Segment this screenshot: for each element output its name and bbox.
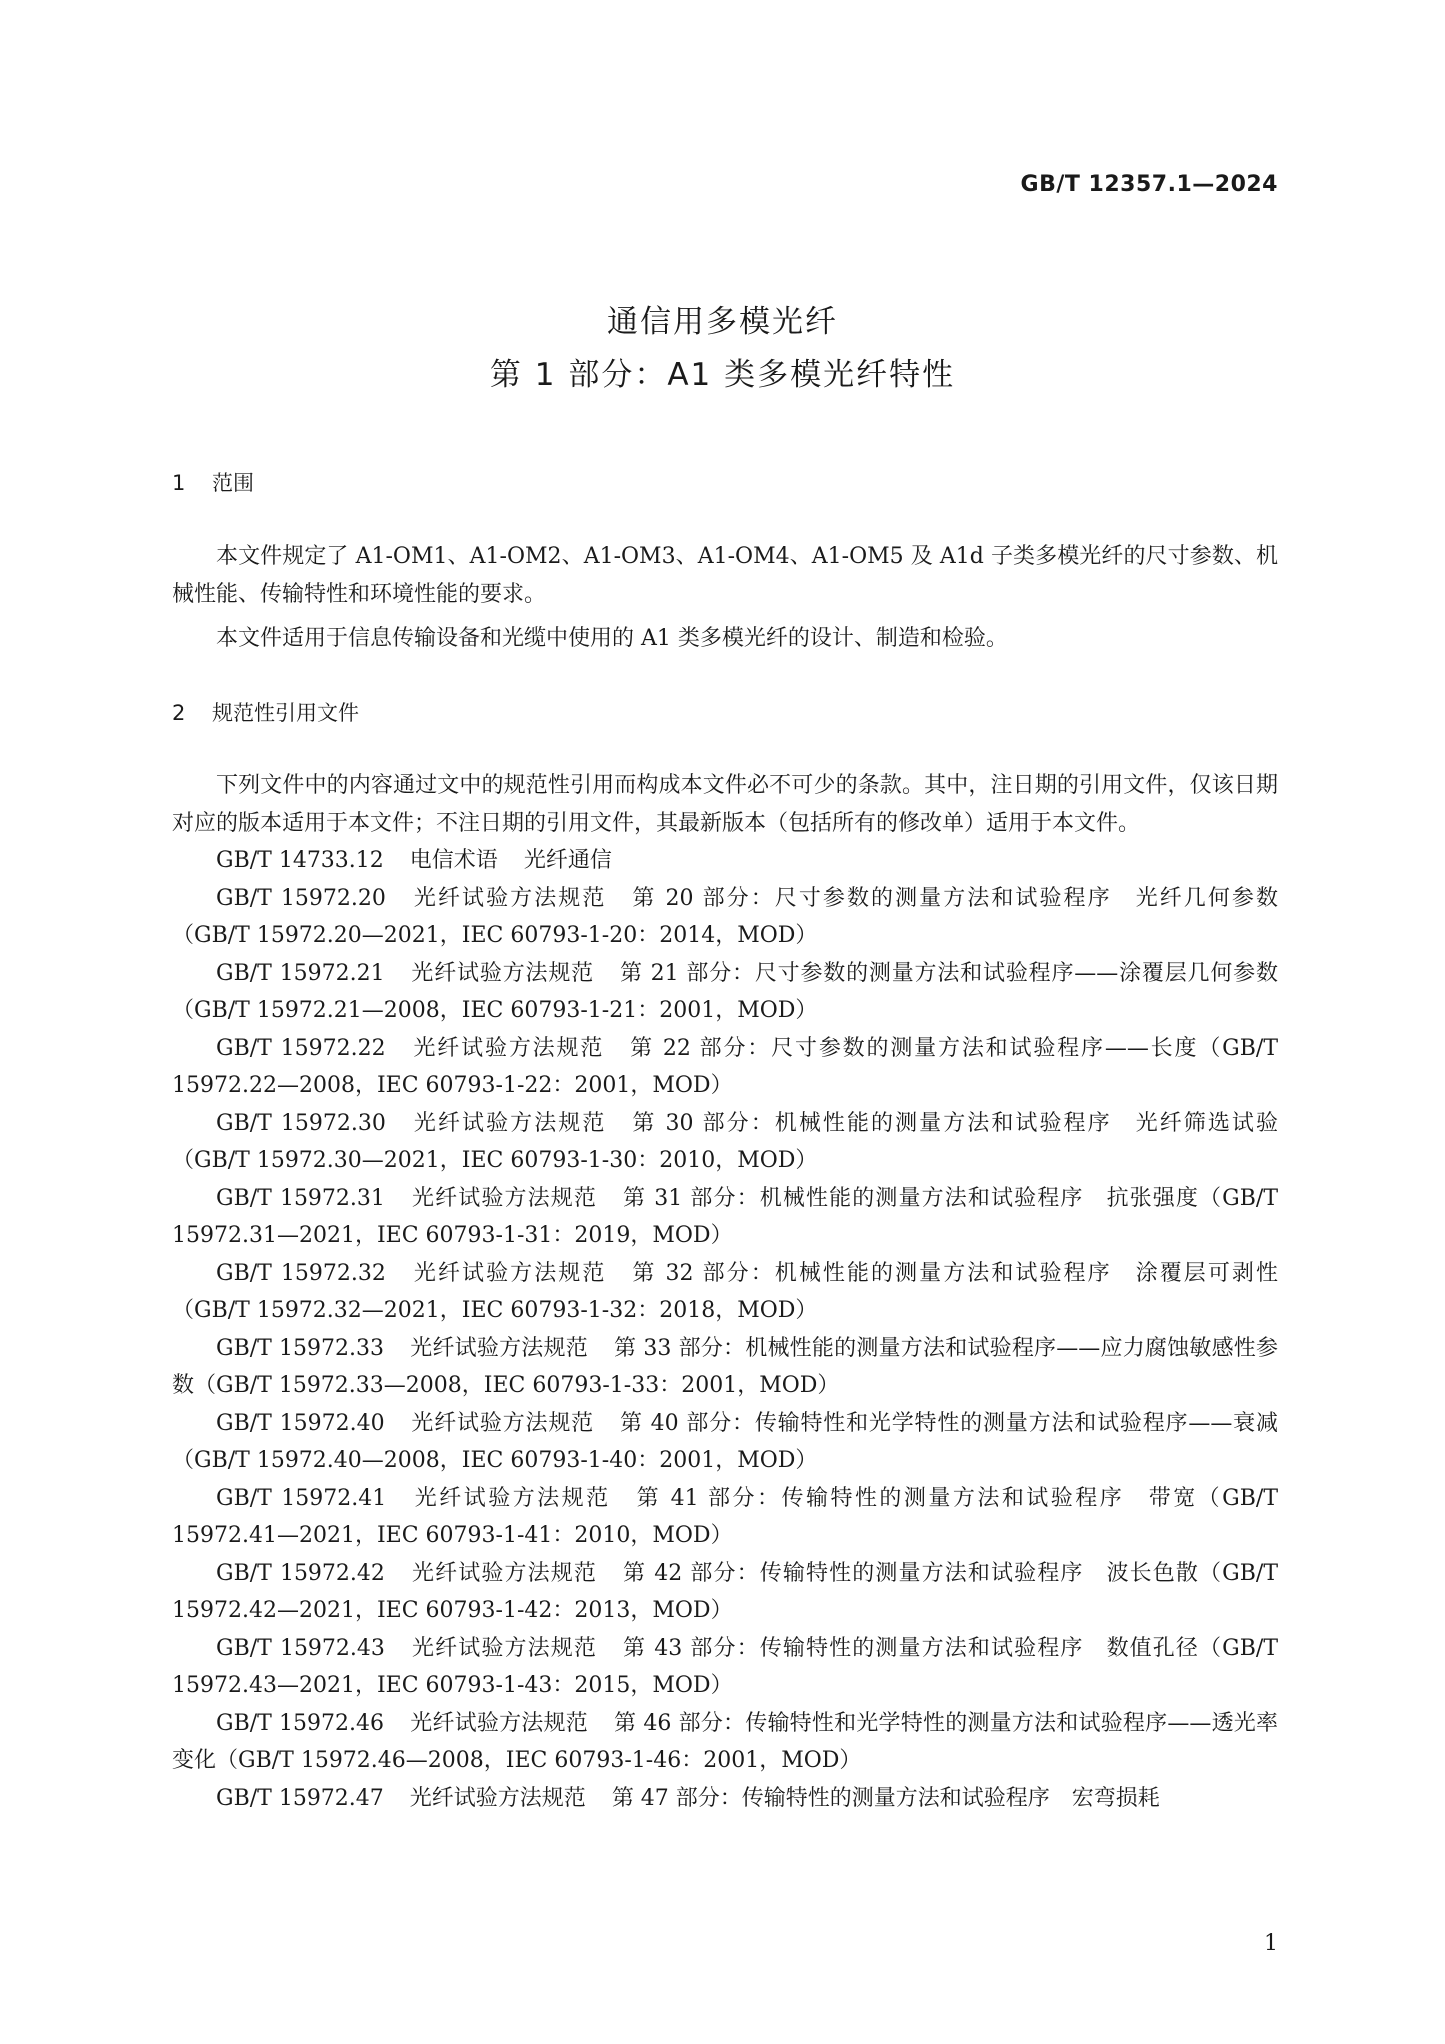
- reference-code: GB/T 15972.20: [216, 885, 386, 911]
- scope-paragraph: 本文件适用于信息传输设备和光缆中使用的 A1 类多模光纤的设计、制造和检验。: [216, 626, 1008, 651]
- reference-list: [172, 842, 1278, 1817]
- reference-item: [172, 1405, 1278, 1480]
- reference-name: 光纤试验方法规范: [410, 1560, 598, 1586]
- reference-name: 光纤试验方法规范: [410, 960, 594, 986]
- reference-name: 光纤试验方法规范: [411, 1260, 607, 1286]
- reference-detail: 第 41 部分：传输特性的测量方法和试验程序 带宽（GB/T 15972.41—2021，IEC 60793-1-41：2010，MOD）: [172, 1485, 1278, 1548]
- reference-name: 电信术语: [409, 848, 498, 873]
- reference-item: [172, 1780, 1278, 1818]
- section-number: 1: [172, 471, 186, 495]
- reference-name: 光纤试验方法规范: [410, 1635, 598, 1661]
- reference-detail: 第 47 部分：传输特性的测量方法和试验程序 宏弯损耗: [611, 1785, 1160, 1811]
- reference-name: 光纤试验方法规范: [410, 1710, 588, 1736]
- reference-code: GB/T 15972.32: [216, 1260, 386, 1286]
- document-subtitle: 第 1 部分：A1 类多模光纤特性: [489, 357, 956, 393]
- reference-name: 光纤试验方法规范: [410, 1410, 594, 1436]
- reference-code: GB/T 15972.22: [216, 1035, 386, 1061]
- reference-detail: 第 21 部分：尺寸参数的测量方法和试验程序——涂覆层几何参数（GB/T 15972.21—2008，IEC 60793-1-21：2001，MOD）: [172, 960, 1278, 1023]
- reference-name: 光纤试验方法规范: [411, 1035, 605, 1061]
- reference-detail: 第 31 部分：机械性能的测量方法和试验程序 抗张强度（GB/T 15972.31—2021，IEC 60793-1-31：2019，MOD）: [172, 1185, 1279, 1248]
- reference-item: [172, 1180, 1278, 1255]
- reference-name: 光纤试验方法规范: [410, 1185, 598, 1211]
- reference-item: [172, 1705, 1278, 1780]
- reference-code: GB/T 15972.47: [216, 1785, 384, 1811]
- reference-item: [172, 1630, 1278, 1705]
- standard-number: GB/T 12357.1—2024: [1020, 172, 1278, 197]
- reference-detail: 第 40 部分：传输特性和光学特性的测量方法和试验程序——衰减（GB/T 15972.40—2008，IEC 60793-1-40：2001，MOD）: [172, 1410, 1278, 1473]
- reference-name: 光纤试验方法规范: [410, 1335, 588, 1361]
- page-number: 1: [1264, 1931, 1278, 1956]
- reference-item: [172, 1330, 1278, 1405]
- section-2-heading: [172, 697, 359, 727]
- reference-name: 光纤试验方法规范: [412, 1485, 611, 1511]
- reference-detail: 第 46 部分：传输特性和光学特性的测量方法和试验程序——透光率变化（GB/T 15972.46—2008，IEC 60793-1-46：2001，MOD）: [172, 1710, 1278, 1773]
- section-number: 2: [172, 701, 186, 725]
- reference-code: GB/T 15972.30: [216, 1110, 386, 1136]
- reference-code: GB/T 15972.33: [216, 1335, 385, 1361]
- reference-code: GB/T 15972.31: [216, 1185, 385, 1211]
- reference-item: [172, 1555, 1278, 1630]
- reference-item: [172, 880, 1278, 955]
- reference-code: GB/T 15972.41: [216, 1485, 387, 1511]
- normative-references: [172, 767, 1278, 1817]
- reference-detail: 第 20 部分：尺寸参数的测量方法和试验程序 光纤几何参数（GB/T 15972.20—2021，IEC 60793-1-20：2014，MOD）: [172, 885, 1278, 948]
- reference-item: [172, 1255, 1278, 1330]
- reference-detail: 第 22 部分：尺寸参数的测量方法和试验程序——长度（GB/T 15972.22—2008，IEC 60793-1-22：2001，MOD）: [172, 1035, 1278, 1098]
- reference-code: GB/T 14733.12: [216, 848, 384, 873]
- reference-detail: 第 32 部分：机械性能的测量方法和试验程序 涂覆层可剥性（GB/T 15972.32—2021，IEC 60793-1-32：2018，MOD）: [172, 1260, 1278, 1323]
- reference-detail: 光纤通信: [523, 848, 612, 873]
- references-intro: 下列文件中的内容通过文中的规范性引用而构成本文件必不可少的条款。其中，注日期的引用文件，仅该日期对应的版本适用于本文件；不注日期的引用文件，其最新版本（包括所有的修改单）适用于本文件。: [172, 773, 1278, 836]
- reference-code: GB/T 15972.21: [216, 960, 385, 986]
- reference-code: GB/T 15972.40: [216, 1410, 385, 1436]
- section-title: 范围: [212, 471, 254, 495]
- reference-item: [172, 1480, 1278, 1555]
- reference-item: [172, 1105, 1278, 1180]
- reference-code: GB/T 15972.42: [216, 1560, 385, 1586]
- reference-detail: 第 33 部分：机械性能的测量方法和试验程序——应力腐蚀敏感性参数（GB/T 15972.33—2008，IEC 60793-1-33：2001，MOD）: [172, 1335, 1278, 1398]
- section-title: 规范性引用文件: [212, 701, 359, 725]
- reference-detail: 第 42 部分：传输特性的测量方法和试验程序 波长色散（GB/T 15972.42—2021，IEC 60793-1-42：2013，MOD）: [172, 1560, 1279, 1623]
- reference-code: GB/T 15972.43: [216, 1635, 385, 1661]
- reference-item: [172, 955, 1278, 1030]
- reference-name: 光纤试验方法规范: [411, 1110, 607, 1136]
- reference-name: 光纤试验方法规范: [411, 885, 607, 911]
- document-title: 通信用多模光纤: [607, 304, 838, 340]
- reference-detail: 第 30 部分：机械性能的测量方法和试验程序 光纤筛选试验（GB/T 15972.30—2021，IEC 60793-1-30：2010，MOD）: [172, 1110, 1278, 1173]
- section-1-heading: [172, 467, 254, 497]
- reference-name: 光纤试验方法规范: [409, 1785, 586, 1811]
- scope-paragraph: 本文件规定了 A1-OM1、A1-OM2、A1-OM3、A1-OM4、A1-OM5 及 A1d 子类多模光纤的尺寸参数、机械性能、传输特性和环境性能的要求。: [172, 544, 1278, 607]
- reference-detail: 第 43 部分：传输特性的测量方法和试验程序 数值孔径（GB/T 15972.43—2021，IEC 60793-1-43：2015，MOD）: [172, 1635, 1279, 1698]
- reference-code: GB/T 15972.46: [216, 1710, 385, 1736]
- reference-item: [172, 1030, 1278, 1105]
- reference-item: [172, 842, 1278, 880]
